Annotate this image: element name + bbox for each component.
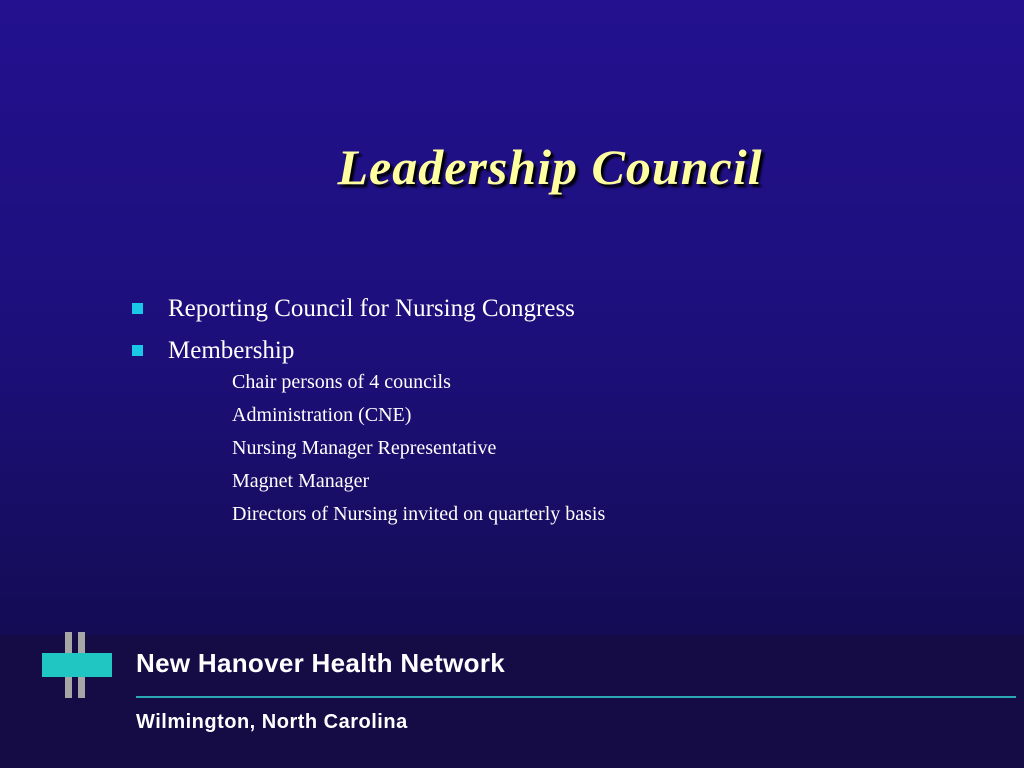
organization-name: New Hanover Health Network [136,648,506,678]
square-bullet-icon [132,345,143,356]
footer-divider [136,696,1016,698]
membership-item: Nursing Manager Representative [232,437,497,459]
square-bullet-icon [132,303,143,314]
bullet-list [130,288,575,372]
membership-list [232,366,605,531]
membership-item: Magnet Manager [232,470,370,492]
slide-title: Leadership Council [337,139,763,195]
membership-item: Chair persons of 4 councils [232,371,451,393]
bullet-text: Reporting Council for Nursing Congress [168,295,575,322]
membership-item: Administration (CNE) [232,404,412,426]
membership-item: Directors of Nursing invited on quarterly basis [232,503,606,525]
organization-location: Wilmington, North Carolina [136,711,408,733]
health-cross-logo-icon [42,632,112,698]
bullet-text: Membership [168,337,295,364]
bullet-item [130,288,575,330]
